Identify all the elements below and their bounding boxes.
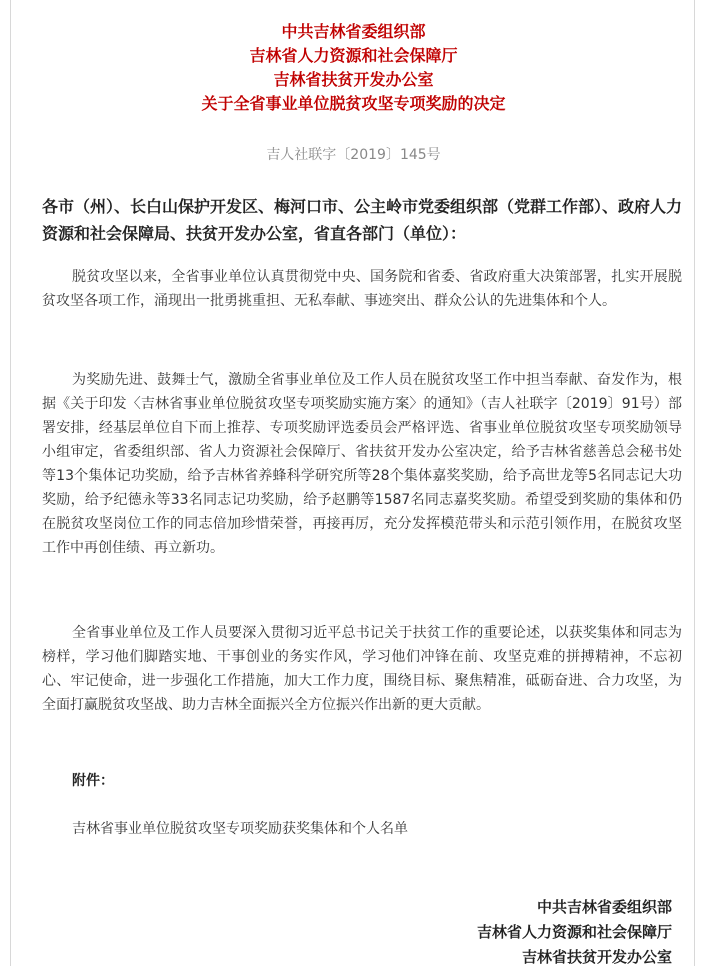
signature-block <box>477 895 672 970</box>
issuing-org-poverty: 吉林省扶贫开发办公室 <box>273 70 434 89</box>
body-paragraph: 为奖励先进、鼓舞士气，激励全省事业单位及工作人员在脱贫攻坚工作中担当奉献、奋发作为，根据《关于印发〈吉林省事业单位脱贫攻坚专项奖励实施方案〉的通知》（吉人社联字〔2019〕91号）部署安排，经基层单位自下而上推荐、专项奖励评选委员会严格评选、省事业单位脱贫攻坚专项奖励领导小组审定，省委组织部、省人力资源社会保障厅、省扶贫开发办公室决定，给予吉林省慈善总会秘书处等13个集体记功奖励，给予吉林省养蜂科学研究所等28个集体嘉奖奖励，给予高世龙等5名同志记大功奖励，给予纪德永等33名同志记功奖励，给予赵鹏等1587名同志嘉奖奖励。希望受到奖励的集体和仍在脱贫攻坚岗位工作的同志倍加珍惜荣誉，再接再厉，充分发挥模范带头和示范引领作用，在脱贫攻坚工作中再创佳绩、再立新功。 <box>42 372 682 556</box>
body-paragraph: 脱贫攻坚以来，全省事业单位认真贯彻党中央、国务院和省委、省政府重大决策部署，扎实开展脱贫攻坚各项工作，涌现出一批勇挑重担、无私奉献、事迹突出、群众公认的先进集体和个人。 <box>42 269 682 309</box>
attachment-item: 吉林省事业单位脱贫攻坚专项奖励获奖集体和个人名单 <box>72 821 408 837</box>
signature-org: 吉林省人力资源和社会保障厅 <box>476 923 672 941</box>
signature-org: 中共吉林省委组织部 <box>536 898 672 916</box>
document-title: 关于全省事业单位脱贫攻坚专项奖励的决定 <box>201 94 506 113</box>
issuing-org-party: 中共吉林省委组织部 <box>281 22 426 41</box>
issuing-org-hr: 吉林省人力资源和社会保障厅 <box>249 46 458 65</box>
body-paragraph: 全省事业单位及工作人员要深入贯彻习近平总书记关于扶贫工作的重要论述，以获奖集体和同志为榜样，学习他们脚踏实地、干事创业的务实作风，学习他们冲锋在前、攻坚克难的拼搏精神，不忘初心、牢记使命，进一步强化工作措施，加大工作力度，围绕目标、聚焦精准，砥砺奋进、合力攻坚，为全面打赢脱贫攻坚战、助力吉林全面振兴全方位振兴作出新的更大贡献。 <box>42 625 682 713</box>
signature-org: 吉林省扶贫开发办公室 <box>521 948 672 966</box>
attachment-label: 附件： <box>72 773 114 789</box>
document-number: 吉人社联字〔2019〕145号 <box>266 147 441 163</box>
salutation: 各市（州）、长白山保护开发区、梅河口市、公主岭市党委组织部（党群工作部）、政府人力资源和社会保障局、扶贫开发办公室，省直各部门（单位）： <box>42 197 683 243</box>
document-header <box>0 20 707 116</box>
